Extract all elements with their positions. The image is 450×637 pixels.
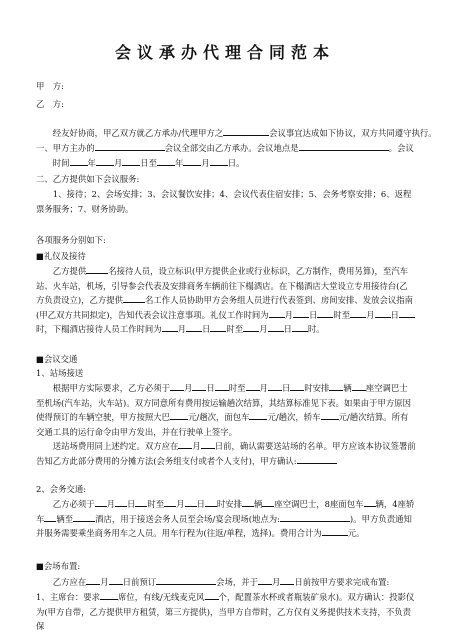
reception-paragraph: 乙方提供 名接待人员，设立标识(甲方提供企业或行业标识，乙方制作，费用另算)，至汽车站、火车站，机场，引导参会代表及安排商务车辆前往下榻酒店。在下榻酒店大堂设立专用接待台(乙方负责设立)，乙方提供 名工作人员协助甲方会务组人员进行代表签到、房间安排、发放会议指南(甲乙双方共同拟定)，告知代表会议注意事项。礼仪工作时间为 月 日 时至 月 日时，下榻酒店接待人员工作时间为 月 日 时至 月 日 时。 <box>36 266 414 335</box>
venue-traffic-title: 2、会务交通: <box>36 484 87 494</box>
page-title: 会议承办代理合同范本 <box>114 43 335 62</box>
detail-heading: 各项服务分别如下: <box>36 235 106 245</box>
venue-heading: ■会场布置: <box>36 561 81 571</box>
transfer-paragraph-2: 送站场费用同上述约定。双方应在 月 日前，确认需要送站场的名单。甲方应该本协议签署前告知乙方此部分费用的分摊方法(会务组支付或者个人支付)，甲方确认: <box>36 441 416 466</box>
party-a-label: 甲 方: <box>36 81 64 91</box>
venue-paragraph-2: 1、主席台：要求 席位，有线/无线麦克风 个，配置茶水杯或者瓶装矿泉水)。双方确认：投影仪为(甲方自带，乙方提供甲方租赁，第三方提供)，当甲方自带时，乙方仅有义务提供技术支持，不负责保 <box>36 592 415 632</box>
clause-2-items: 1、接待；2、会场安排；3、会议餐饮安排；4、会议代表住宿安排；5、会务考察安排；6、返程票务服务；7、财务协助。 <box>36 189 412 214</box>
transfer-paragraph-1: 根据甲方实际要求，乙方必须于 月 日 时至 月 日 时安排 辆 座空调巴士至机场(汽车站，火车站)。双方同意所有费用按运输趟次结算，其结算标准见下表。如果由于甲方原因使得预订的车辆空驶，甲方按照大巴 元/趟次，面包车 元/趟次，轿车 元/趟次结算。所有交通工具的运行命令由甲方发出，并在行驶单上签字。 <box>36 383 412 437</box>
party-b-label: 乙 方: <box>36 99 64 109</box>
clause-1: 一、甲方主办的 会议全部交由乙方承办。会议地点是 。会议 <box>36 143 414 153</box>
reception-heading: ■礼仪及接待 <box>36 251 86 261</box>
traffic-heading: ■会议交通 <box>36 354 78 364</box>
transfer-title: 1、站场接送 <box>36 368 84 378</box>
clause-1-time: 时间 年 月 日至 年 月 日。 <box>52 158 245 168</box>
venue-traffic-paragraph: 乙方必须于 月 日 时至 月 日 时安排 辆 座空调巴士，8座面包车 辆，4座轿车 辆至 酒店，用于接送会务人员至会场/宴会现场(地点为: )。甲方负责通知并服务需要乘坐商务用车之人员。用车行程为(往返/单程，选择)。费用合计为 元。 <box>36 499 415 539</box>
intro-paragraph: 经友好协商，甲乙双方就乙方承办/代理甲方之 会议事宜达成如下协议，双方共同遵守执行。 <box>52 128 437 138</box>
venue-paragraph-1: 乙方应在 月 日前预订 会场，并于 月 日前按甲方要求完成布置: <box>52 577 390 587</box>
clause-2-title: 二、乙方提供如下会议服务: <box>36 174 140 184</box>
